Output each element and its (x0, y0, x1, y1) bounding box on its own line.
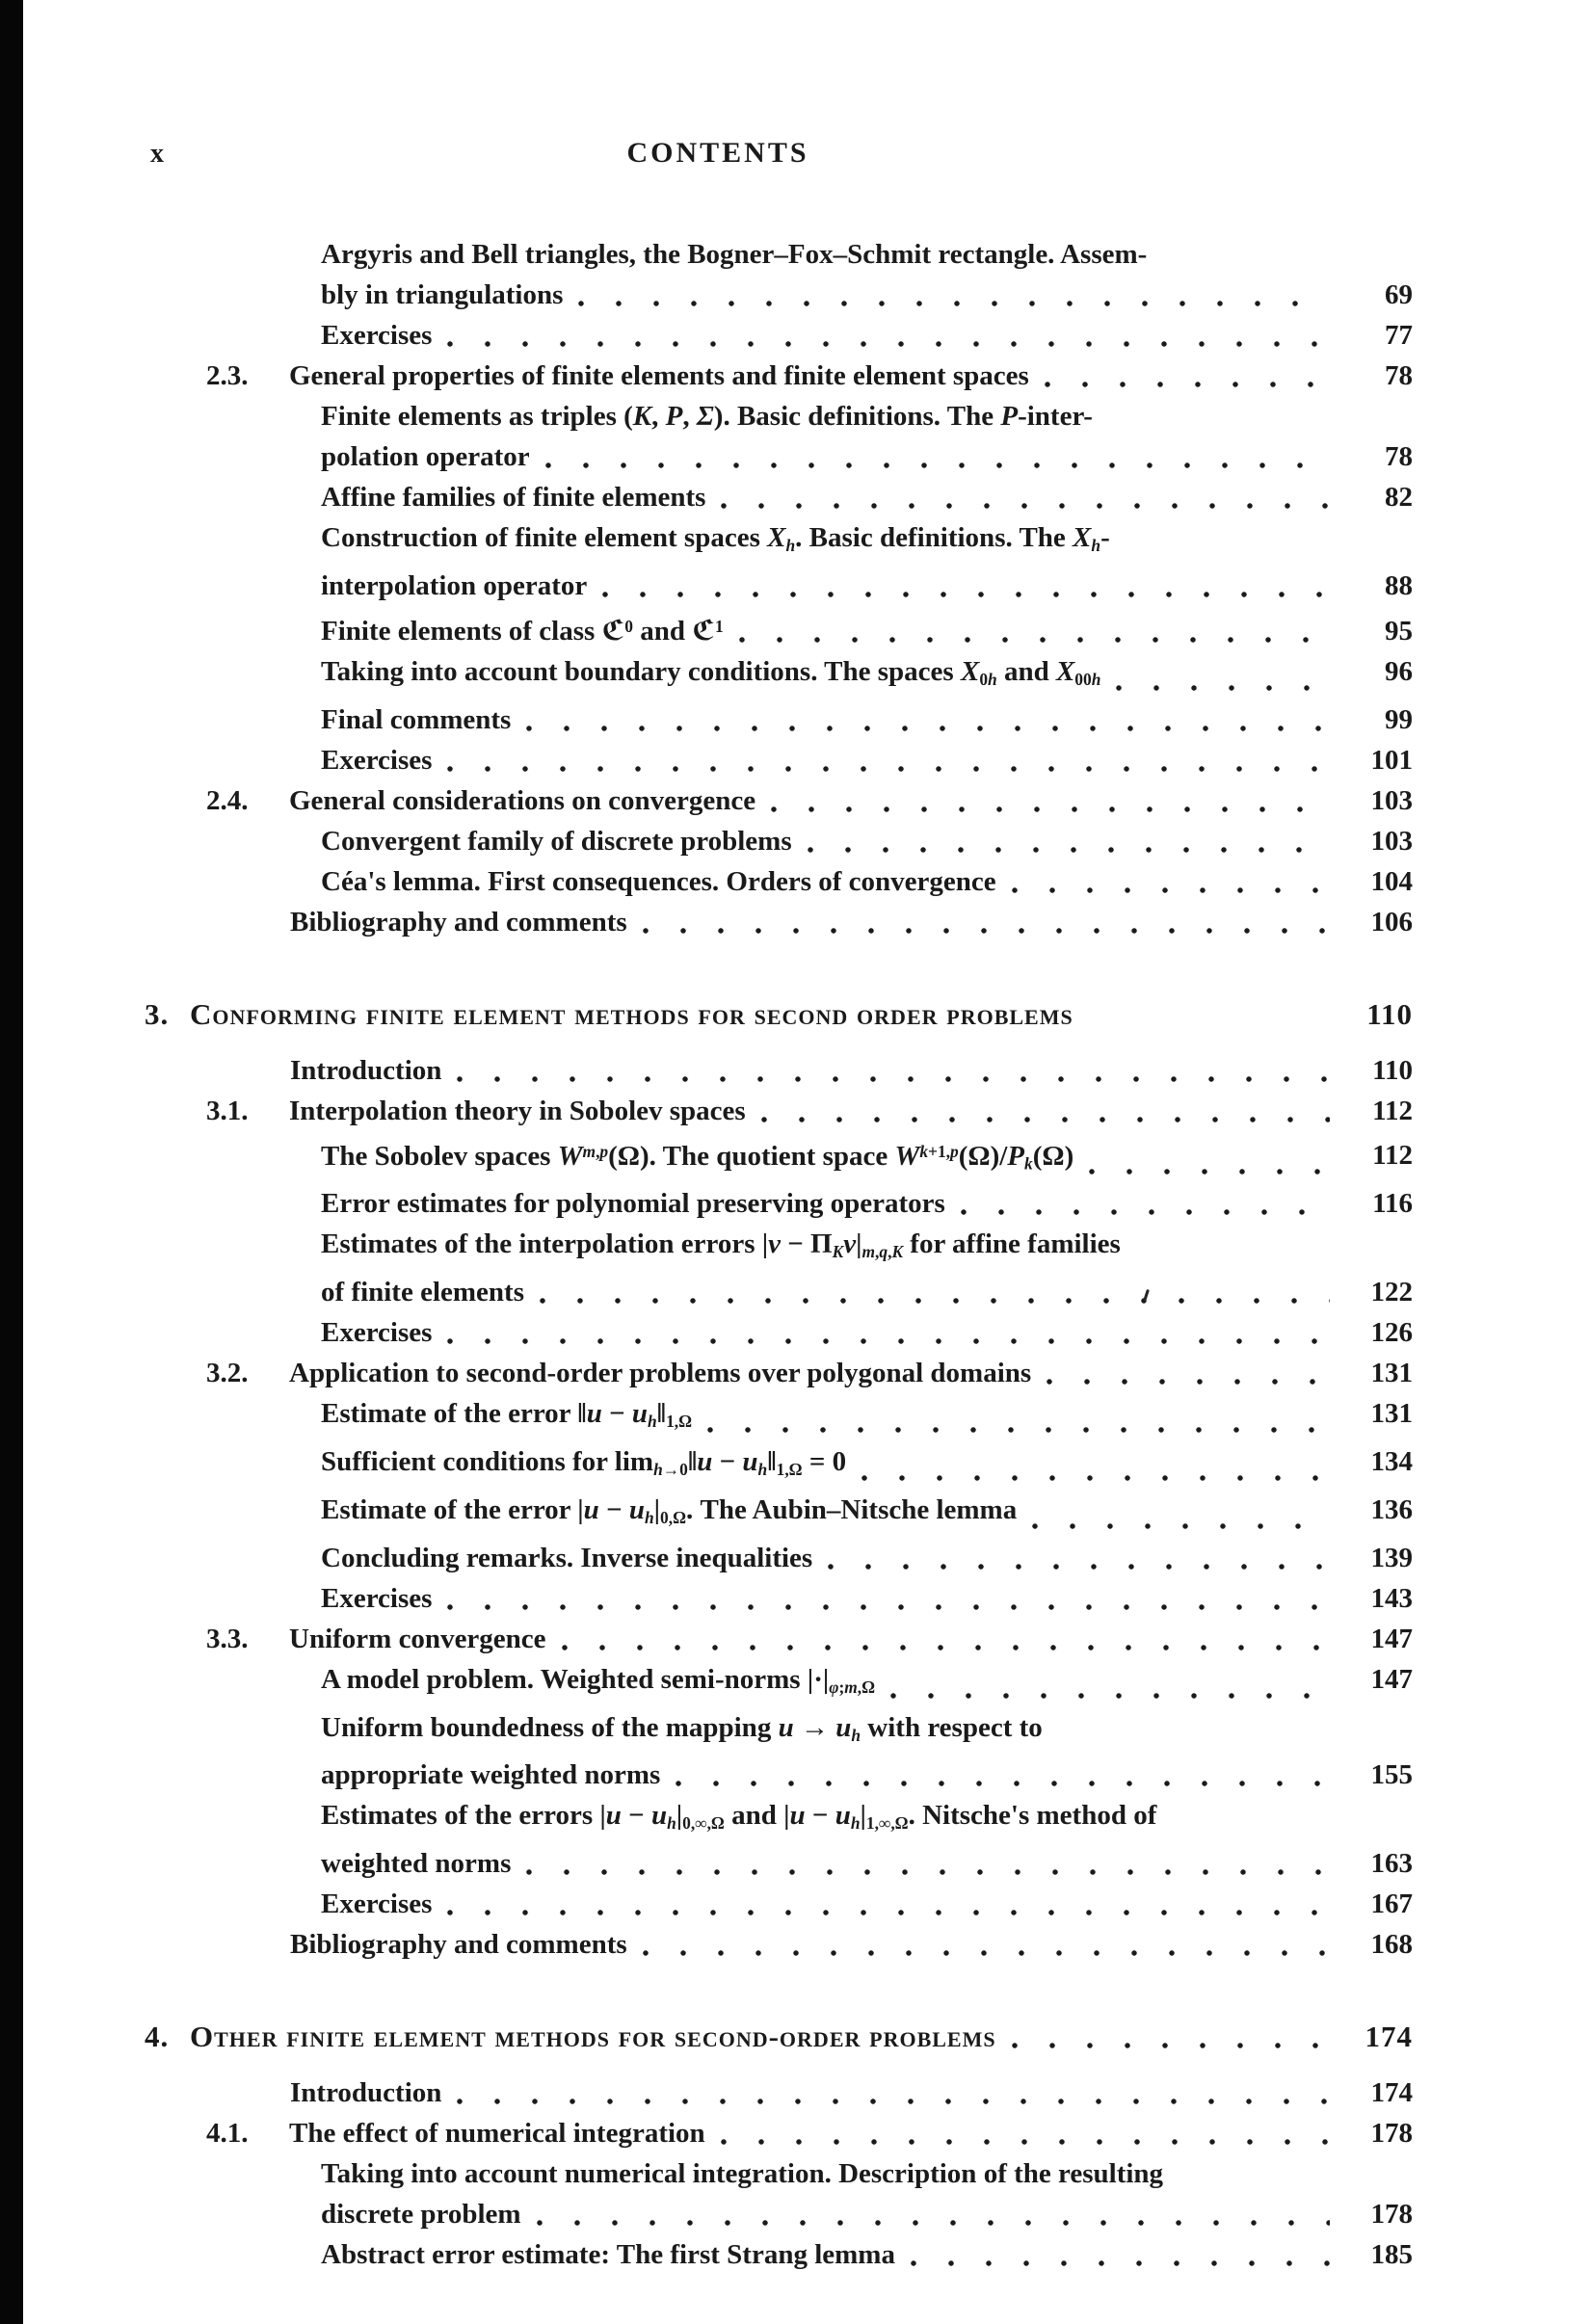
toc-row (145, 517, 1413, 566)
entry-title: Estimate of the error ‖u − $u_h‖_{1,\Omega}$ (321, 1398, 693, 1431)
dot-leader (1100, 651, 1349, 700)
dot-leader (755, 780, 1349, 821)
toc-row (145, 1393, 1413, 1441)
toc (145, 234, 1413, 2275)
toc-row (145, 2153, 1413, 2194)
entry-title: Sufficient conditions for $\lim_{h\to 0}‖u$ − $u_h‖_{1,\Omega} = 0$ (321, 1445, 847, 1479)
toc-row (145, 356, 1413, 396)
toc-row (145, 2194, 1413, 2234)
dot-leader (511, 1843, 1349, 1884)
dot-leader (563, 275, 1349, 315)
dot-leader (945, 1183, 1349, 1224)
page-number: 168 (1370, 1929, 1413, 1961)
page-number: 69 (1385, 279, 1413, 310)
entry-number: 3. (145, 996, 170, 1031)
dot-leader (441, 1050, 1349, 1091)
toc-row (145, 477, 1413, 517)
toc-row (145, 902, 1413, 942)
entry-title: Estimates of the errors $|u - u_h|_{0,\infty,\Omega}$ and $|u - u_h|_{1,\infty,\Omega}$. Nitsche's method of (321, 1800, 1157, 1834)
toc-row (145, 1272, 1413, 1312)
page-number: 143 (1370, 1582, 1413, 1614)
dot-leader (521, 2194, 1349, 2234)
entry-title: Exercises (321, 320, 433, 351)
toc-row (145, 1490, 1413, 1538)
page-number: 155 (1370, 1759, 1413, 1791)
page-number: 96 (1385, 655, 1413, 687)
entry-title: Exercises (321, 1888, 433, 1920)
dot-leader (692, 1393, 1349, 1441)
entry-title: Bibliography and comments (290, 906, 627, 938)
entry-title: Final comments (321, 703, 512, 735)
dot-leader (627, 1924, 1349, 1965)
toc-row (145, 566, 1413, 606)
toc-row (145, 1755, 1413, 1795)
page-number: 174 (1370, 2077, 1413, 2109)
entry-title: Finite elements of class ℭ$^0$ and ℭ$^1$ (321, 613, 724, 647)
page-folio: x (150, 139, 164, 169)
dot-leader (511, 700, 1349, 740)
entry-title: Conforming finite element methods for second order problems (190, 996, 1073, 1031)
toc-row (145, 315, 1413, 356)
entry-title: Argyris and Bell triangles, the Bogner–Fox–Schmit rectangle. Assem- (321, 239, 1148, 270)
dot-leader (792, 821, 1349, 861)
toc-row (145, 1538, 1413, 1578)
entry-title: Exercises (321, 1582, 433, 1614)
entry-title: polation operator (321, 441, 530, 472)
toc-row (145, 1353, 1413, 1393)
dot-leader (846, 1441, 1349, 1490)
dot-leader (895, 2234, 1349, 2275)
toc-row (145, 396, 1413, 436)
entry-title: Exercises (321, 1317, 433, 1349)
page-number: 178 (1370, 2118, 1413, 2150)
page-number: 131 (1370, 1358, 1413, 1389)
page-number: 134 (1370, 1445, 1413, 1477)
dot-leader (1031, 1353, 1349, 1393)
entry-title: Abstract error estimate: The first Strang lemma (321, 2239, 895, 2271)
entry-number: 3.3. (206, 1623, 249, 1654)
toc-chapter-row (145, 994, 1413, 1035)
dot-leader (432, 1884, 1349, 1924)
page-number: 104 (1370, 865, 1413, 897)
entry-title: Finite elements as triples (K, P, Σ). Basic definitions. The P-inter- (321, 401, 1093, 432)
entry-title: General properties of finite elements and finite element spaces (289, 360, 1029, 391)
dot-leader (432, 740, 1349, 780)
toc-row (145, 436, 1413, 477)
dot-leader (432, 1578, 1349, 1619)
page-number: 110 (1372, 1054, 1413, 1086)
entry-title: Bibliography and comments (290, 1929, 627, 1961)
page-number: 136 (1370, 1493, 1413, 1525)
toc-row (145, 1131, 1413, 1184)
toc-row (145, 1050, 1413, 1091)
dot-leader (875, 1659, 1349, 1707)
toc-row (145, 606, 1413, 651)
entry-title: Exercises (321, 744, 433, 776)
toc-row (145, 700, 1413, 740)
dot-leader (530, 436, 1349, 477)
toc-row (145, 1578, 1413, 1619)
page-number: 185 (1370, 2239, 1413, 2271)
page-number: 147 (1370, 1623, 1413, 1654)
entry-title: The Sobolev spaces W$^{m,p}$(Ω). The quotient space $W^{k+1,p}(\Omega)/P_k(\Omega)$ (321, 1140, 1074, 1174)
entry-title: General considerations on convergence (289, 784, 756, 816)
page-number: 110 (1366, 996, 1413, 1031)
dot-leader (432, 1312, 1349, 1353)
page-number: 112 (1372, 1095, 1413, 1126)
page-number: 167 (1370, 1888, 1413, 1920)
entry-title: A model problem. Weighted semi-norms $|\cdot|_{\varphi;m,\Omega}$ (321, 1663, 876, 1697)
dot-leader (724, 606, 1349, 651)
page-number: 78 (1385, 360, 1413, 391)
page-number: 122 (1370, 1277, 1413, 1308)
page-number: 95 (1385, 615, 1413, 647)
page-number: 112 (1372, 1140, 1413, 1172)
page-number: 116 (1372, 1188, 1413, 1220)
toc-row (145, 234, 1413, 275)
dot-leader (441, 2073, 1349, 2113)
dot-leader (996, 2017, 1349, 2057)
entry-title: Convergent family of discrete problems (321, 825, 792, 857)
toc-row (145, 2113, 1413, 2153)
entry-title: Taking into account numerical integration. Description of the resulting (321, 2158, 1164, 2190)
toc-row (145, 1659, 1413, 1707)
entry-title: Concluding remarks. Inverse inequalities (321, 1542, 813, 1573)
entry-number: 2.4. (206, 784, 249, 816)
entry-number: 4.1. (206, 2118, 249, 2150)
page-number: 139 (1370, 1542, 1413, 1573)
toc-row (145, 740, 1413, 780)
entry-title: Uniform convergence (289, 1623, 546, 1654)
entry-number: 2.3. (206, 360, 249, 391)
toc-row (145, 1183, 1413, 1224)
entry-title: of finite elements (321, 1277, 524, 1308)
dot-leader (996, 861, 1349, 902)
toc-row (145, 821, 1413, 861)
page-number: 103 (1370, 784, 1413, 816)
entry-title: Construction of finite element spaces $X_h$. Basic definitions. The $X_h-$ (321, 522, 1110, 555)
entry-title: Estimate of the error $|u - u_h|_{0,\Omega}$. The Aubin–Nitsche lemma (321, 1493, 1018, 1527)
entry-title: Céa's lemma. First consequences. Orders of convergence (321, 865, 996, 897)
entry-title: Application to second-order problems over polygonal domains (289, 1358, 1032, 1389)
toc-row (145, 861, 1413, 902)
page-number: 126 (1370, 1317, 1413, 1349)
dot-leader (1073, 1131, 1349, 1184)
entry-title: Introduction (290, 1054, 442, 1086)
entry-title: discrete problem (321, 2199, 521, 2231)
page-number: 174 (1365, 2020, 1413, 2054)
entry-title: Estimates of the interpolation errors $|v - \Pi_Kv|_{m,q,K}$ for affine families (321, 1228, 1121, 1262)
scan-edge-bar (0, 0, 23, 2324)
entry-title: weighted norms (321, 1848, 512, 1880)
dot-leader (524, 1272, 1349, 1312)
dot-leader (627, 902, 1349, 942)
dot-leader (746, 1091, 1349, 1131)
dot-leader (432, 315, 1349, 356)
entry-title: interpolation operator (321, 569, 588, 601)
toc-row (145, 1619, 1413, 1659)
toc-row (145, 1224, 1413, 1272)
entry-title: appropriate weighted norms (321, 1759, 661, 1791)
dot-leader (705, 2113, 1349, 2153)
page-number: 77 (1385, 320, 1413, 351)
page-number: 78 (1385, 441, 1413, 472)
entry-number: 4. (145, 2020, 170, 2054)
toc-row (145, 651, 1413, 700)
dot-leader (587, 566, 1349, 606)
toc-row (145, 780, 1413, 821)
page-number: 99 (1385, 703, 1413, 735)
dot-leader (1017, 1490, 1349, 1538)
page-number: 103 (1370, 825, 1413, 857)
page-number: 163 (1370, 1848, 1413, 1880)
entry-number: 3.2. (206, 1358, 249, 1389)
dot-leader (1029, 356, 1349, 396)
toc-row (145, 2234, 1413, 2275)
dot-leader (546, 1619, 1349, 1659)
dot-leader (660, 1755, 1349, 1795)
page-header-title: CONTENTS (626, 137, 809, 169)
entry-title: Error estimates for polynomial preserving operators (321, 1188, 945, 1220)
page-number: 178 (1370, 2199, 1413, 2231)
entry-title: Introduction (290, 2077, 442, 2109)
toc-chapter-row (145, 2017, 1413, 2057)
entry-title: bly in triangulations (321, 279, 564, 310)
toc-row (145, 1924, 1413, 1965)
entry-title: Other finite element methods for second-order problems (190, 2020, 996, 2054)
toc-row (145, 1091, 1413, 1131)
page-number: 88 (1385, 569, 1413, 601)
page-number: 131 (1370, 1398, 1413, 1430)
page-number: 147 (1370, 1663, 1413, 1695)
toc-row (145, 1707, 1413, 1756)
toc-row (145, 1312, 1413, 1353)
toc-row (145, 1795, 1413, 1843)
entry-title: Interpolation theory in Sobolev spaces (289, 1095, 746, 1126)
toc-row (145, 1843, 1413, 1884)
page-number: 101 (1370, 744, 1413, 776)
toc-row (145, 2073, 1413, 2113)
entry-title: Uniform boundedness of the mapping $u \to u_h$ with respect to (321, 1711, 1043, 1745)
page-number: 106 (1370, 906, 1413, 938)
toc-row (145, 275, 1413, 315)
toc-row (145, 1441, 1413, 1490)
dot-leader (705, 477, 1349, 517)
entry-title: The effect of numerical integration (289, 2118, 705, 2150)
entry-title: Taking into account boundary conditions. The spaces $X_{0h}$ and $X_{00h}$ (321, 655, 1101, 689)
dot-leader (812, 1538, 1349, 1578)
toc-row (145, 1884, 1413, 1924)
entry-number: 3.1. (206, 1095, 249, 1126)
page-number: 82 (1385, 482, 1413, 513)
entry-title: Affine families of finite elements (321, 482, 706, 513)
